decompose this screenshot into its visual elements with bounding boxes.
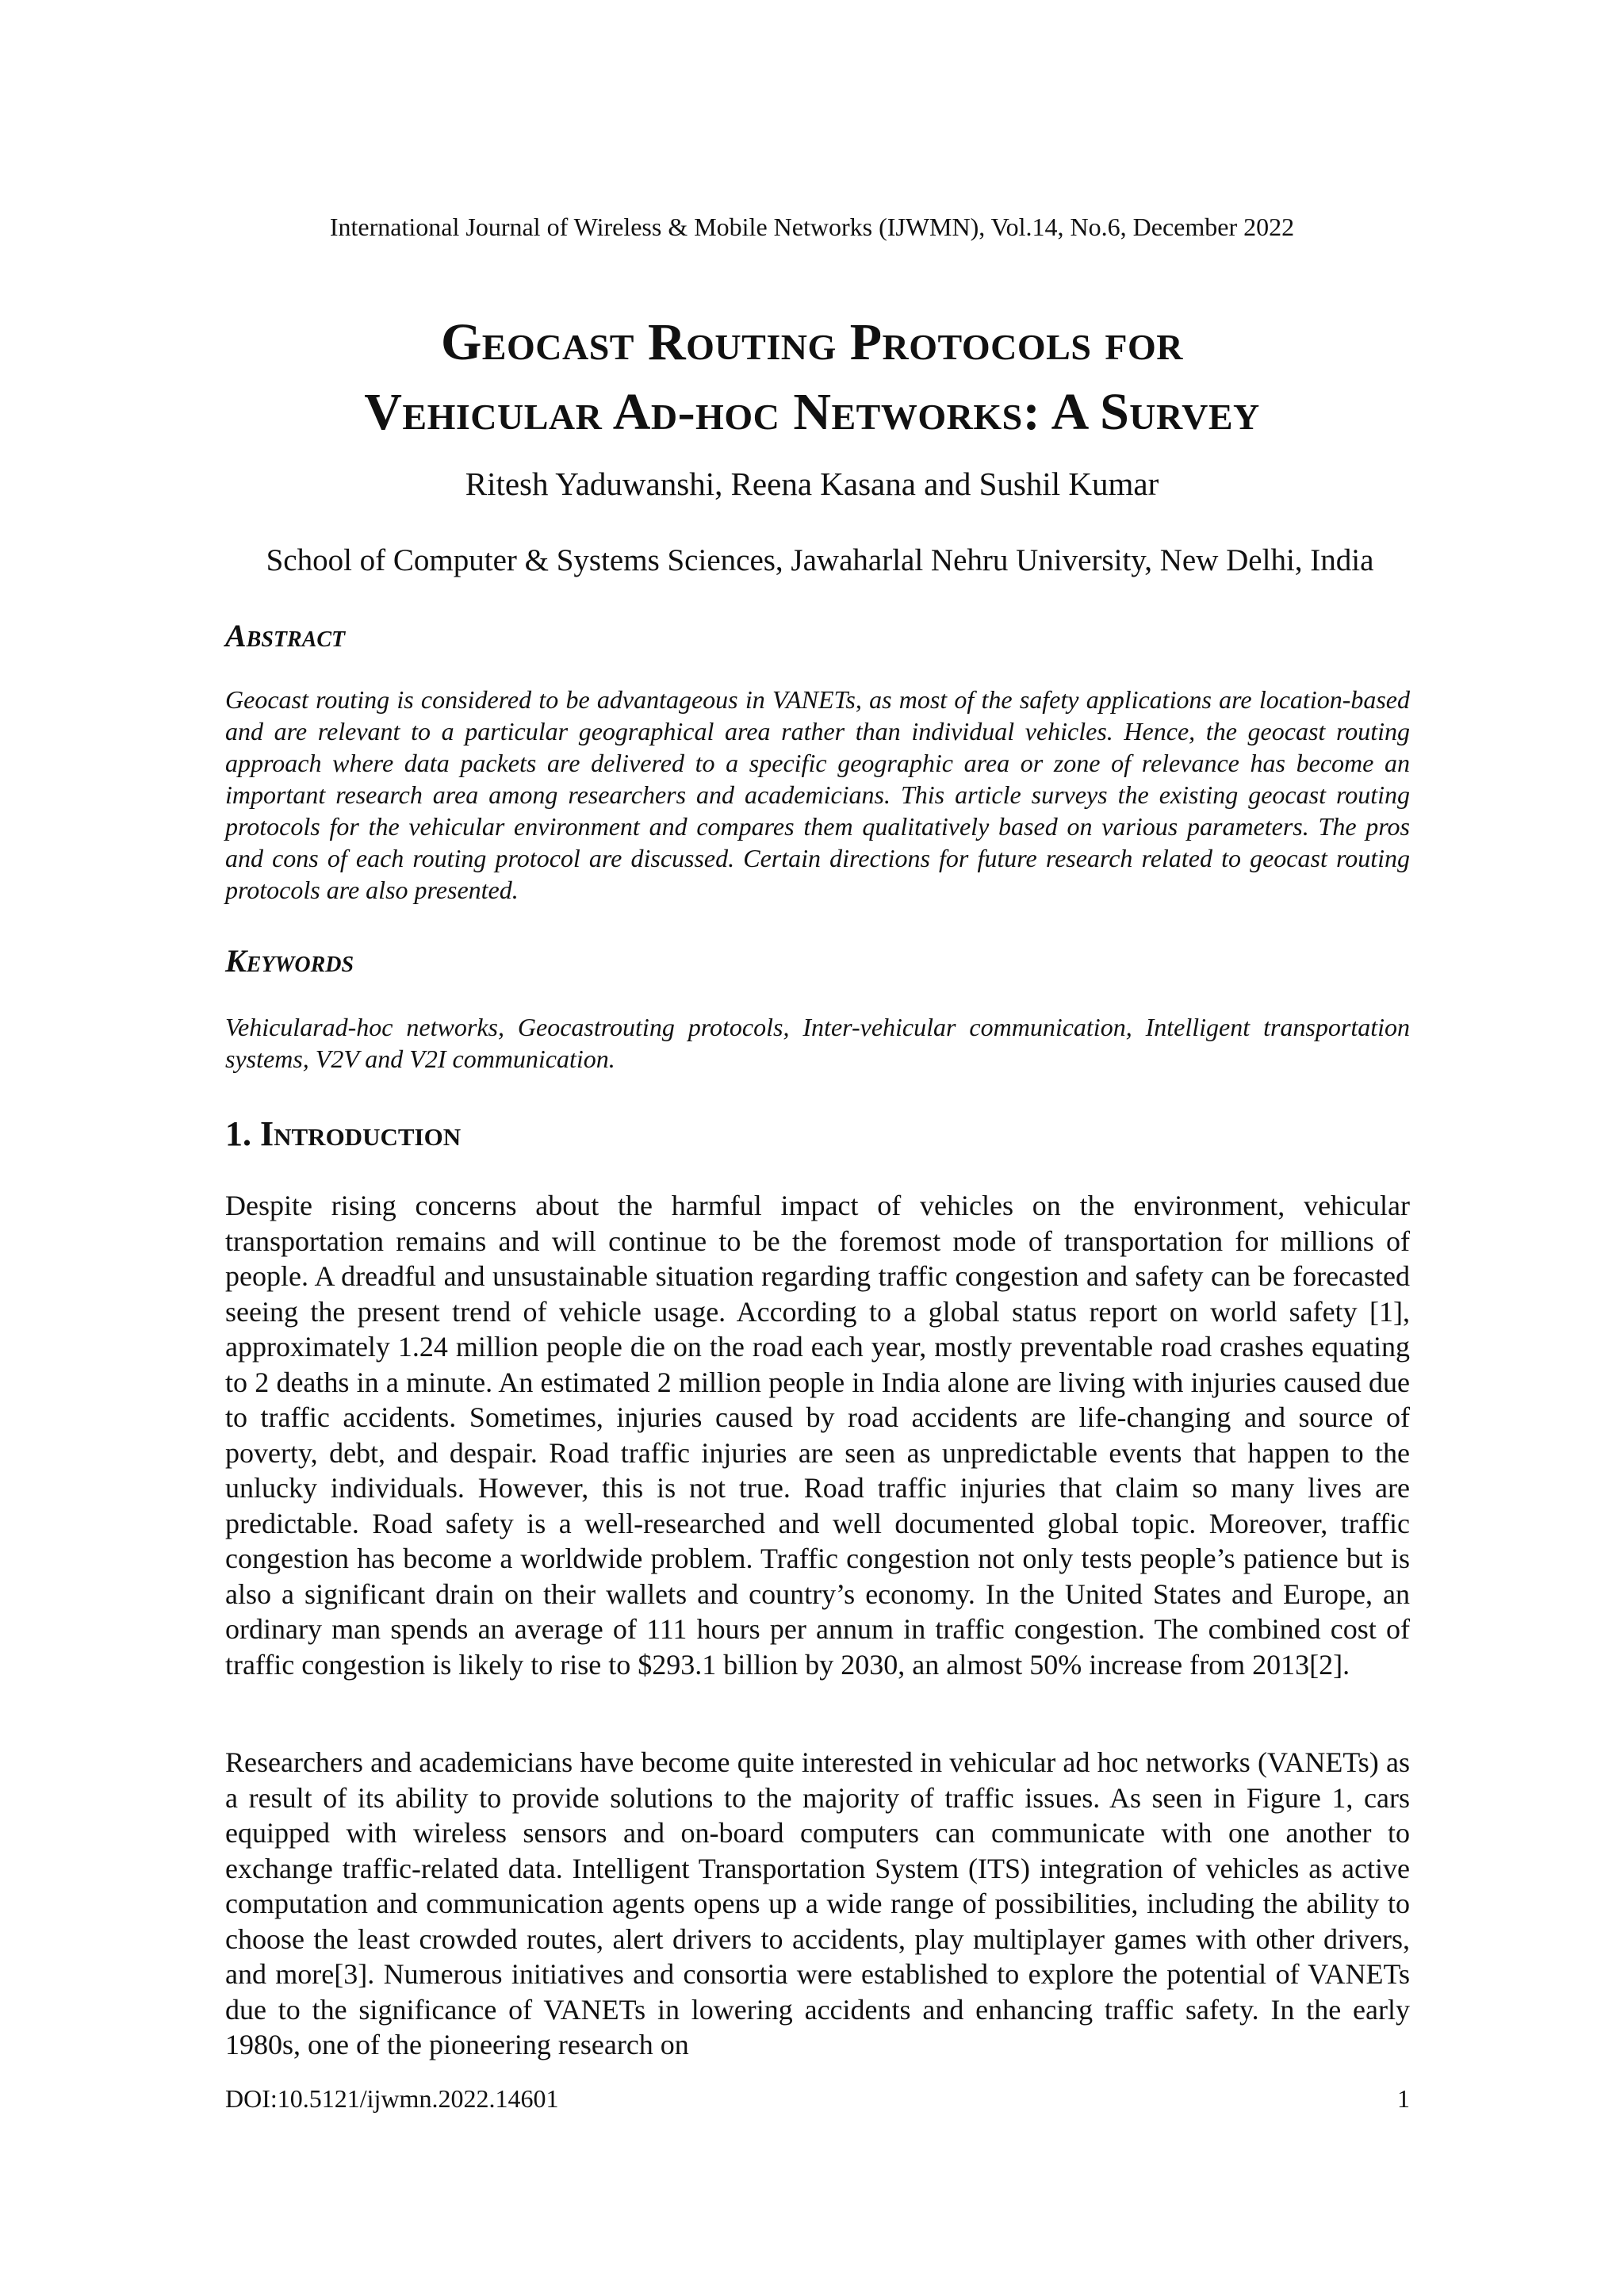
abstract-heading: Abstract	[225, 618, 346, 654]
authors: Ritesh Yaduwanshi, Reena Kasana and Sushil Kumar	[465, 466, 1159, 502]
title-line-1: Geocast Routing Protocols for	[440, 313, 1184, 371]
introduction-paragraph-2: Researchers and academicians have become quite interested in vehicular ad hoc networks (VANETs) as a result of its ability to provide solutions to the majority of traffic issues. As seen in Figure 1, cars equipped with wireless sensors and on-board computers can communicate with one another to exchange traffic-related data. Intelligent Transportation System (ITS) integration of vehicles as active computation and communication agents opens up a wide range of possibilities, including the ability to choose the least crowded routes, alert drivers to accidents, play multiplayer games with other drivers, and more[3]. Numerous initiatives and consortia were established to explore the potential of VANETs due to the significance of VANETs in lowering accidents and enhancing traffic safety. In the early 1980s, one of the pioneering research on	[225, 1746, 1410, 2060]
keywords-heading: Keywords	[225, 943, 354, 979]
page-footer	[225, 2083, 1410, 2114]
introduction-heading: 1. Introduction	[225, 1114, 462, 1153]
doi-link[interactable]: DOI:10.5121/ijwmn.2022.14601	[225, 2084, 559, 2113]
abstract-text: Geocast routing is considered to be advantageous in VANETs, as most of the safety applications are location-based and are relevant to a particular geographical area rather than individual vehicles. Hence, the geocast routing approach where data packets are delivered to a specific geographic area or zone of relevance has become an important research area among researchers and academicians. This article surveys the existing geocast routing protocols for the vehicular environment and compares them qualitatively based on various parameters. The pros and cons of each routing protocol are discussed. Certain directions for future research related to geocast routing protocols are also presented.	[225, 685, 1410, 904]
title-line-2: Vehicular Ad-hoc Networks: A Survey	[364, 383, 1260, 441]
paper-title	[0, 308, 1624, 447]
running-head: International Journal of Wireless & Mobile Networks (IJWMN), Vol.14, No.6, December 2022	[329, 213, 1295, 241]
affiliation: School of Computer & Systems Sciences, Jawaharlal Nehru University, New Delhi, India	[266, 543, 1374, 577]
page-number: 1	[1397, 2084, 1410, 2113]
introduction-paragraph-1: Despite rising concerns about the harmful impact of vehicles on the environment, vehicular transportation remains and will continue to be the foremost mode of transportation for millions of people. A dreadful and unsustainable situation regarding traffic congestion and safety can be forecasted seeing the present trend of vehicle usage. According to a global status report on world safety [1], approximately 1.24 million people die on the road each year, mostly preventable road crashes equating to 2 deaths in a minute. An estimated 2 million people in India alone are living with injuries caused due to traffic accidents. Sometimes, injuries caused by road accidents are life-changing and source of poverty, debt, and despair. Road traffic injuries are seen as unpredictable events that happen to the unlucky individuals. However, this is not true. Road traffic injuries that claim so many lives are predictable. Road safety is a well-researched and well documented global topic. Moreover, traffic congestion has become a worldwide problem. Traffic congestion not only tests people’s patience but is also a significant drain on their wallets and country’s economy. In the United States and Europe, an ordinary man spends an average of 111 hours per annum in traffic congestion. The combined cost of traffic congestion is likely to rise to $293.1 billion by 2030, an almost 50% increase from 2013[2].	[225, 1190, 1410, 1681]
keywords-text: Vehicularad-hoc networks, Geocastrouting protocols, Inter-vehicular communication, Intelligent transportation systems, V2V and V2I communication.	[225, 1013, 1410, 1073]
